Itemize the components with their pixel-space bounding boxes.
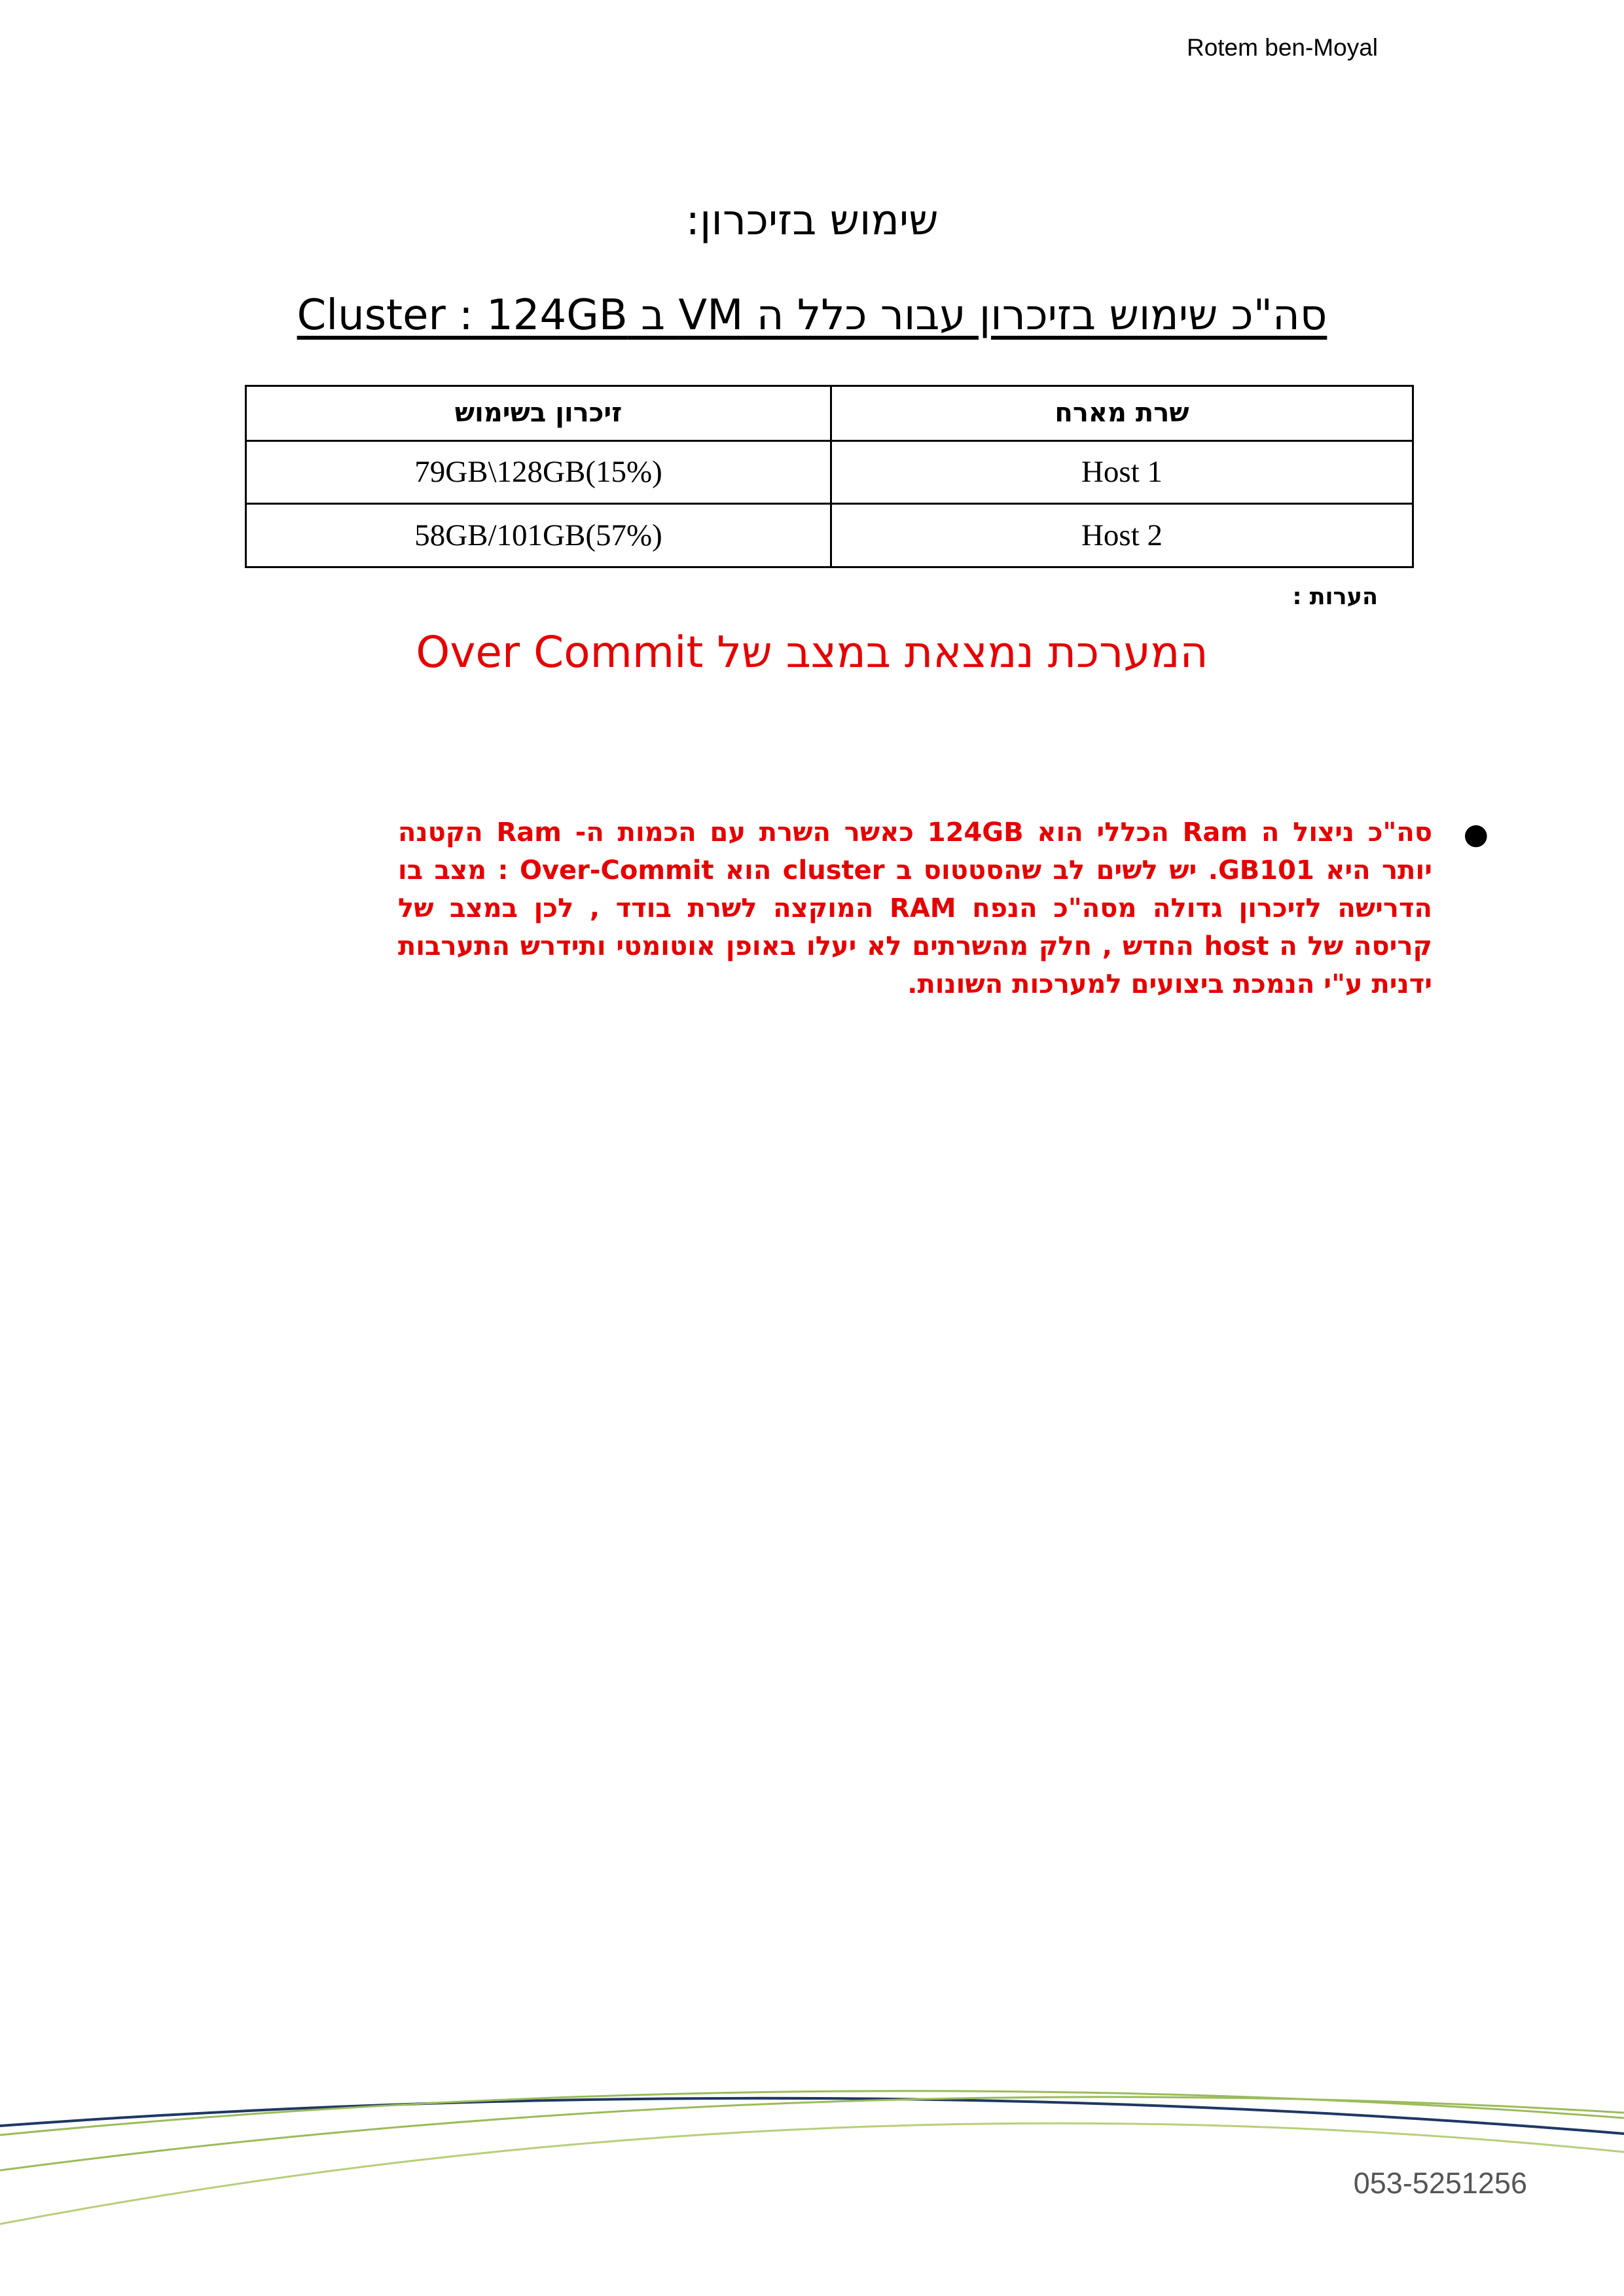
column-header-host: שרת מארח [831,386,1413,441]
page-heading: שימוש בזיכרון: [685,196,939,245]
bullet-icon: ● [1463,817,1489,851]
page-subheading: סה"כ שימוש בזיכרון עבור כלל ה VM ב Cluster : 124GB [297,291,1327,340]
notes-label: הערות : [1292,584,1378,610]
curve-green-2 [0,2097,1624,2170]
memory-usage-table [245,385,1414,568]
table-row [246,440,1413,504]
list-item [245,814,1489,1003]
footer-phone: 053-5251256 [1353,2166,1527,2200]
cell-memory: 79GB\128GB(15%) [246,440,831,504]
overcommit-title: המערכת נמצאת במצב של Over Commit [416,627,1208,677]
cell-host: Host 1 [831,440,1413,504]
note-text: סה"כ ניצול ה Ram הכללי הוא 124GB כאשר השרת עם הכמות ה- Ram הקטנה יותר היא GB101. יש לשים לב שהסטטוס ב cluster הוא Over-Commit : מצב בו הדרישה לזיכרון גדולה מסה"כ הנפח RAM המוקצה לשרת בודד , לכן במצב של קריסה של ה host החדש , חלק מהשרתים לא יעלו באופן אוטומטי ותידרש התערבות ידנית ע"י הנמכת ביצועים למערכות השונות. [398,817,1433,999]
column-header-memory: זיכרון בשימוש [246,386,831,441]
author-name: Rotem ben-Moyal [1186,34,1378,61]
footer-curves-decoration [0,2075,1624,2232]
notes-list [245,814,1489,1003]
table-header-row [246,386,1413,441]
cell-memory: 58GB/101GB(57%) [246,504,831,567]
table-row [246,504,1413,567]
cell-host: Host 2 [831,504,1413,567]
